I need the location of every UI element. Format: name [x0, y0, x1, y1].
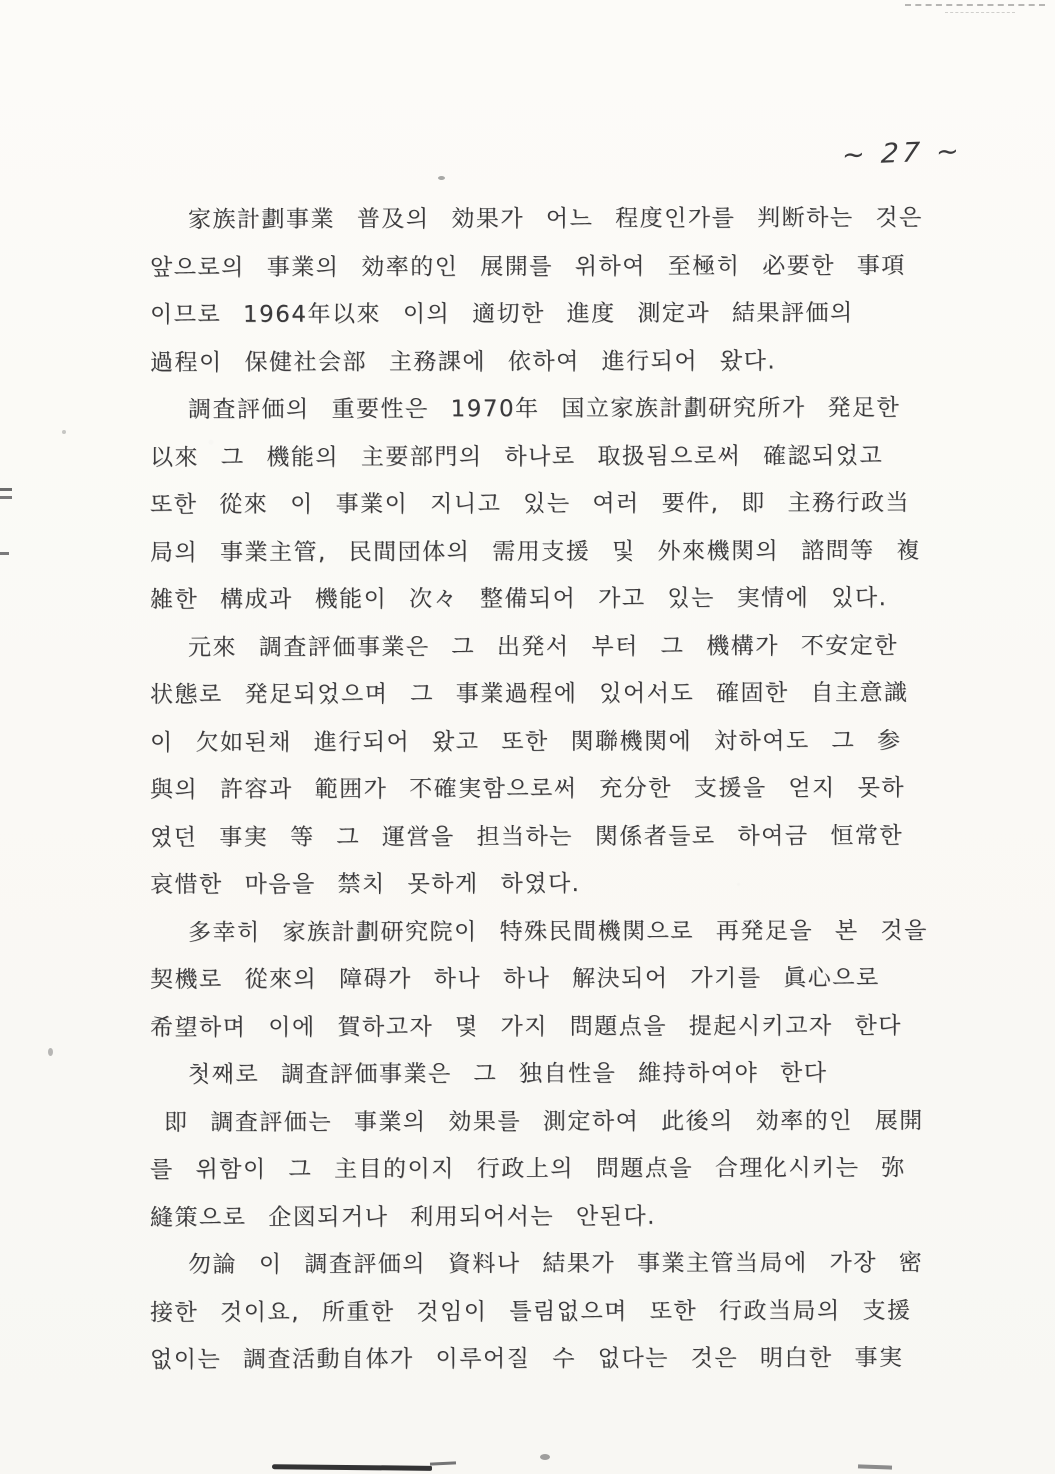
paragraph-6	[150, 1241, 950, 1384]
text-line: 를 위함이 그 主目的이지 行政上의 問題点을 合理化시키는 弥	[149, 1155, 906, 1184]
text-line: 調査評価의 重要性은 1970年 国立家族計劃研究所가 発足한	[187, 395, 901, 423]
scan-artifact-left-edge-mark	[0, 552, 9, 555]
text-line: 雑한 構成과 機能이 次々 整備되어 가고 있는 実情에 있다.	[149, 585, 888, 614]
scan-artifact-bottom-mark	[540, 1454, 550, 1460]
text-line: 또한 從來 이 事業이 지니고 있는 여러 要件, 即 主務行政当	[149, 490, 911, 519]
text-line: 앞으로의 事業의 効率的인 展開를 위하여 至極히 必要한 事項	[149, 252, 906, 281]
text-line: 多幸히 家族計劃研究院이 特殊民間機関으로 再発足을 본 것을	[187, 917, 928, 946]
scan-artifact-left-edge-mark	[0, 488, 12, 491]
scan-artifact-top-right-dash	[905, 4, 1045, 6]
paragraph-1	[150, 196, 950, 386]
text-line: 였던 事実 等 그 運営을 担当하는 関係者들로 하여금 恒常한	[149, 822, 904, 851]
text-line: 以來 그 機能의 主要部門의 하나로 取扱됨으로써 確認되었고	[149, 442, 884, 471]
text-line: 接한 것이요, 所重한 것임이 틀림없으며 또한 行政当局의 支援	[149, 1297, 912, 1326]
paragraph-4	[150, 909, 950, 1052]
paragraph-5	[150, 1051, 950, 1241]
text-line: 家族計劃事業 普及의 効果가 어느 程度인가를 判断하는 것은	[187, 205, 923, 233]
text-line: 이므로 1964年以來 이의 適切한 進度 測定과 結果評価의	[149, 300, 854, 329]
text-line: 與의 許容과 範囲가 不確実함으로써 充分한 支援을 얻지 못하	[149, 775, 906, 804]
text-line: 希望하며 이에 賀하고자 몇 가지 問題点을 提起시키고자 한다	[149, 1012, 902, 1041]
scan-artifact-bottom-line-small	[430, 1461, 456, 1465]
scan-artifact-bottom-line	[272, 1464, 432, 1471]
text-line: 이 欠如된채 進行되어 왔고 또한 関聯機関에 対하여도 그 参	[149, 727, 902, 756]
text-line: 契機로 從來의 障碍가 하나 하나 解決되어 가기를 眞心으로	[149, 965, 880, 994]
text-line: 局의 事業主管, 民間団体의 需用支援 및 外來機関의 諮問等 複	[149, 537, 921, 566]
text-line: 첫째로 調査評価事業은 그 独自性을 維持하여야 한다	[187, 1060, 828, 1088]
paragraph-2	[150, 386, 950, 624]
text-line: 縫策으로 企図되거나 利用되어서는 안된다.	[149, 1203, 656, 1231]
scan-speck	[62, 430, 66, 434]
text-line: 即 調査評価는 事業의 効果를 測定하여 此後의 効率的인 展開	[163, 1107, 924, 1136]
text-line: 없이는 調査活動自体가 이루어질 수 없다는 것은 明白한 事実	[149, 1345, 904, 1374]
document-body	[150, 196, 950, 1384]
scan-speck	[48, 1048, 53, 1056]
text-line: 勿論 이 調査評価의 資料나 結果가 事業主管当局에 가장 密	[187, 1250, 924, 1278]
paragraph-3	[150, 624, 950, 909]
page-number: ~ 27 ~	[841, 135, 965, 172]
text-line: 元來 調査評価事業은 그 出発서 부터 그 機構가 不安定한	[187, 632, 898, 661]
scan-speck	[438, 176, 445, 180]
scan-artifact-top-right-dash-small	[945, 12, 1015, 13]
text-line: 過程이 保健社会部 主務課에 依하여 進行되어 왔다.	[149, 347, 777, 376]
text-line: 哀惜한 마음을 禁치 못하게 하였다.	[149, 870, 581, 899]
text-line: 状態로 発足되었으며 그 事業過程에 있어서도 確固한 自主意識	[149, 680, 909, 709]
scan-artifact-bottom-mark	[858, 1464, 892, 1469]
